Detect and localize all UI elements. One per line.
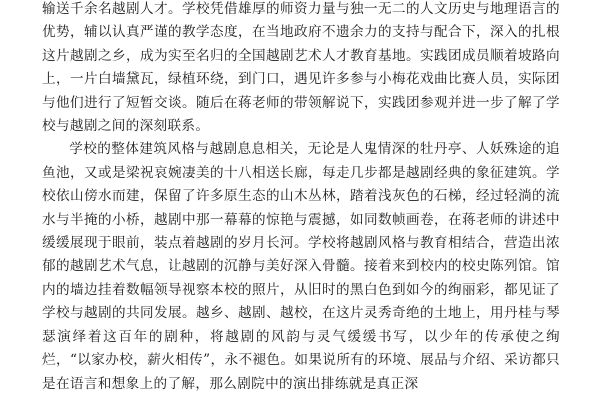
document-body: [42, 0, 560, 396]
paragraph-intro-continuation: 输送千余名越剧人才。学校凭借雄厚的师资力量与独一无二的人文历史与地理语言的优势，辅以认真严谨的教学态度，在当地政府不遗余力的支持与配合下，深入的扎根这片越剧之乡，成为实至名归的全国越剧艺术人才教育基地。实践团成员顺着坡路向上，一片白墙黛瓦，绿植环绕，到门口，遇见许多参与小梅花戏曲比赛人员，实际团与他们进行了短暂交谈。随后在蒋老师的带领解说下，实践团参观并进一步了解了学校与越剧之间的深刻联系。: [42, 1, 560, 135]
paragraph-architecture: 学校的整体建筑风格与越剧息息相关，无论是人鬼情深的牡丹亭、人妖殊途的追鱼池，又或是梁祝哀婉凄美的十八相送长廊，每走几步都是越剧经典的象征建筑。学校依山傍水而建，保留了许多原生态的山木丛林，踏着浅灰色的石梯，经过轻淌的流水与半掩的小桥，越剧中那一幕幕的惊艳与震撼，如同数帧画卷，在蒋老师的讲述中缓缓展现于眼前，装点着越剧的岁月长河。学校将越剧风格与教育相结合，营造出浓郁的越剧艺术气息，让越剧的沉静与美好深入骨髓。接着来到校内的校史陈列馆。馆内的墙边挂着数幅领导视察本校的照片，从旧时的黑白色到如今的绚丽彩，都见证了学校与越剧的共同发展。越乡、越剧、越校，在这片灵秀奇绝的土地上，用丹桂与琴瑟演绎着这百年的剧种，将越剧的风韵与灵气缓缓书写，以少年的传承使之绚烂，“以家办校，薪火相传”，永不褪色。如果说所有的环境、展品与介绍、采访都只是在语言和想象上的了解，那么剧院中的演出排练就是真正深: [42, 141, 560, 392]
